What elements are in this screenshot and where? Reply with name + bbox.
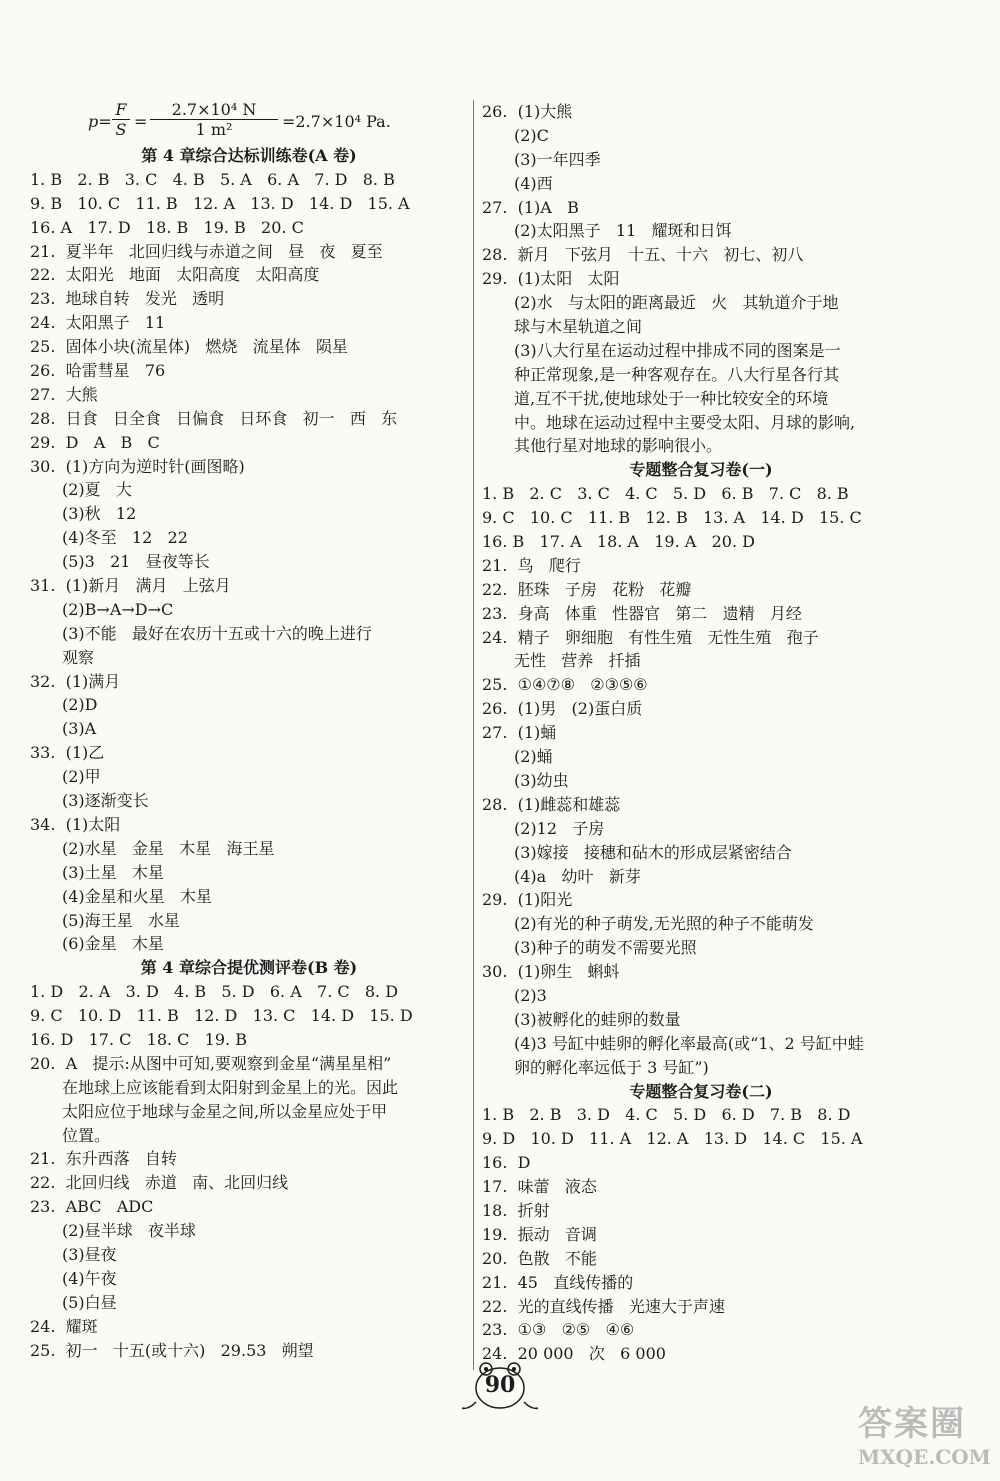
answer-line: (2)昼半球 夜半球 xyxy=(62,1221,196,1241)
answer-line: 种正常现象,是一种客观存在。八大行星各行其 xyxy=(514,364,840,384)
answer-line: 22. 光的直线传播 光速大于声速 xyxy=(482,1296,725,1316)
answer-line: (3)A xyxy=(62,719,97,739)
answer-line: (2)C xyxy=(514,125,549,145)
page-number-badge xyxy=(458,1358,542,1418)
answer-line: 26. (1)大熊 xyxy=(482,102,573,121)
answer-line: 9. D 10. D 11. A 12. A 13. D 14. C 15. A xyxy=(482,1129,863,1149)
answer-line: 31. (1)新月 满月 上弦月 xyxy=(30,576,231,596)
answer-line: 29. (1)太阳 太阳 xyxy=(482,269,620,289)
right-column xyxy=(482,100,920,1366)
answer-line: 1. D 2. A 3. D 4. B 5. D 6. A 7. C 8. D xyxy=(30,982,399,1002)
answer-line: 其他行星对地球的影响很小。 xyxy=(514,436,723,456)
answer-line: 16. D xyxy=(482,1153,531,1173)
formula-v-denominator: 1 m² xyxy=(195,120,233,139)
answer-line: (3)嫁接 接穗和砧木的形成层紧密结合 xyxy=(514,842,792,862)
answer-line: (5)白昼 xyxy=(62,1292,117,1312)
answer-line: 道,互不干扰,使地球处于一种比较安全的环境 xyxy=(514,388,829,408)
answer-line: 在地球上应该能看到太阳射到金星上的光。因此 xyxy=(62,1077,399,1097)
answer-line: 27. (1)A B xyxy=(482,197,579,217)
answer-line: (4)西 xyxy=(514,173,553,193)
answer-line: (4)金星和火星 木星 xyxy=(62,886,212,906)
answer-line: (4)午夜 xyxy=(62,1268,117,1288)
answer-line: 28. (1)雌蕊和雄蕊 xyxy=(482,794,621,814)
answer-line: 21. 东升西落 自转 xyxy=(30,1149,177,1169)
answer-line: 26. 哈雷彗星 76 xyxy=(30,361,166,381)
answer-line: 24. 20 000 次 6 000 xyxy=(482,1344,666,1364)
left-column xyxy=(30,100,468,1362)
answer-line: 20. 色散 不能 xyxy=(482,1248,597,1268)
answer-line: 27. 大熊 xyxy=(30,384,98,404)
answer-line: (2)B→A→D→C xyxy=(62,599,174,619)
answer-line: (3)幼虫 xyxy=(514,770,569,790)
answer-line: 16. A 17. D 18. B 19. B 20. C xyxy=(30,217,304,237)
answer-line: (3)被孵化的蛙卵的数量 xyxy=(514,1009,681,1029)
right-answer-lines xyxy=(482,100,920,1366)
answer-line: (3)八大行星在运动过程中排成不同的图案是一 xyxy=(514,340,841,360)
answer-line: 25. ①④⑦⑧ ②③⑤⑥ xyxy=(482,675,648,695)
answer-line: (3)秋 12 xyxy=(62,504,137,524)
formula-result: =2.7×10⁴ Pa. xyxy=(282,112,391,131)
answer-line: 21. 鸟 爬行 xyxy=(482,555,581,575)
answer-line: (3)昼夜 xyxy=(62,1244,117,1264)
answer-line: (4)a 幼叶 新芽 xyxy=(514,866,641,886)
answer-line: 位置。 xyxy=(62,1125,111,1145)
answer-line: (2)12 子房 xyxy=(514,818,605,838)
answer-line: 1. B 2. B 3. D 4. C 5. D 6. D 7. B 8. D xyxy=(482,1105,851,1125)
formula-f-denominator: S xyxy=(115,120,127,139)
answer-line: (2)甲 xyxy=(62,767,101,787)
answer-line: 22. 北回归线 赤道 南、北回归线 xyxy=(30,1173,289,1193)
answer-line: 23. ABC ADC xyxy=(30,1197,154,1217)
answer-line: (2)有光的种子萌发,无光照的种子不能萌发 xyxy=(514,914,814,934)
answer-line: 23. ①③ ②⑤ ④⑥ xyxy=(482,1320,635,1340)
answer-line: 1. B 2. B 3. C 4. B 5. A 6. A 7. D 8. B xyxy=(30,169,395,189)
answer-line: 16. D 17. C 18. C 19. B xyxy=(30,1029,247,1049)
answer-line: (3)一年四季 xyxy=(514,149,601,169)
answer-line: 卵的孵化率远低于 3 号缸”) xyxy=(514,1057,709,1077)
answer-line: 24. 太阳黑子 11 xyxy=(30,313,166,333)
left-answer-lines xyxy=(30,144,468,1362)
section-heading: 第 4 章综合达标训练卷(A 卷) xyxy=(141,146,357,165)
answer-line: (4)冬至 12 22 xyxy=(62,528,188,548)
answer-line: 30. (1)方向为逆时针(画图略) xyxy=(30,456,245,476)
answer-line: 26. (1)男 (2)蛋白质 xyxy=(482,699,643,719)
answer-line: 28. 新月 下弦月 十五、十六 初七、初八 xyxy=(482,245,804,265)
answer-line: (3)种子的萌发不需要光照 xyxy=(514,938,697,958)
answer-line: 33. (1)乙 xyxy=(30,743,105,763)
answer-line: 29. D A B C xyxy=(30,432,160,452)
answer-line: 25. 初一 十五(或十六) 29.53 朔望 xyxy=(30,1340,314,1360)
formula-fraction-symbolic xyxy=(112,100,130,139)
answer-line: 25. 固体小块(流星体) 燃烧 流星体 陨星 xyxy=(30,337,348,357)
answer-line: (2)D xyxy=(62,695,98,715)
answer-line: (2)太阳黑子 11 耀斑和日饵 xyxy=(514,221,732,241)
answer-line: 9. C 10. C 11. B 12. B 13. A 14. D 15. C xyxy=(482,508,862,528)
formula-f-numerator: F xyxy=(112,100,130,120)
answer-line: 19. 振动 音调 xyxy=(482,1224,597,1244)
formula-equals: = xyxy=(134,112,148,131)
watermark-title: 答案圈 xyxy=(858,1404,966,1444)
answer-line: (2)蛹 xyxy=(514,747,553,767)
answer-line: 9. C 10. D 11. B 12. D 13. C 14. D 15. D xyxy=(30,1006,413,1026)
formula-v-numerator: 2.7×10⁴ N xyxy=(150,100,278,120)
section-heading: 专题整合复习卷(二) xyxy=(629,1081,773,1101)
answer-line: 20. A 提示:从图中可知,要观察到金星“满星星相” xyxy=(30,1053,392,1073)
answer-line: (2)夏 大 xyxy=(62,480,132,500)
answer-line: (2)水星 金星 木星 海王星 xyxy=(62,838,275,858)
answer-line: 32. (1)满月 xyxy=(30,671,121,691)
answer-line: (4)3 号缸中蛙卵的孵化率最高(或“1、2 号缸中蛙 xyxy=(514,1033,864,1053)
answer-line: 16. B 17. A 18. A 19. A 20. D xyxy=(482,532,755,552)
section-heading: 第 4 章综合提优测评卷(B 卷) xyxy=(140,958,358,978)
answer-line: (2)水 与太阳的距离最近 火 其轨道介于地 xyxy=(514,293,839,313)
answer-line: 球与木星轨道之间 xyxy=(514,317,643,337)
answer-line: 中。地球在运动过程中主要受太阳、月球的影响, xyxy=(514,412,856,432)
page-number: 90 xyxy=(484,1372,516,1398)
answer-line: 21. 45 直线传播的 xyxy=(482,1272,634,1292)
answer-line: 23. 身高 体重 性器官 第二 遗精 月经 xyxy=(482,603,802,623)
answer-line: 29. (1)阳光 xyxy=(482,890,573,910)
answer-line: 18. 折射 xyxy=(482,1200,550,1220)
answer-line: (5)3 21 昼夜等长 xyxy=(62,552,210,572)
answer-line: (3)逐渐变长 xyxy=(62,791,149,811)
answer-line: (3)不能 最好在农历十五或十六的晚上进行 xyxy=(62,623,372,643)
answer-line: (5)海王星 水星 xyxy=(62,910,180,930)
answer-line: 28. 日食 日全食 日偏食 日环食 初一 西 东 xyxy=(30,408,398,428)
answer-line: 无性 营养 扦插 xyxy=(514,651,641,671)
answer-line: 17. 味蕾 液态 xyxy=(482,1177,597,1197)
answer-line: 1. B 2. C 3. C 4. C 5. D 6. B 7. C 8. B xyxy=(482,484,849,504)
watermark-url: MXQE.COM xyxy=(858,1445,991,1469)
section-heading: 专题整合复习卷(一) xyxy=(629,460,773,480)
answer-line: (3)土星 木星 xyxy=(62,862,164,882)
answer-line: 24. 耀斑 xyxy=(30,1316,98,1336)
answer-line: 30. (1)卵生 蝌蚪 xyxy=(482,962,620,982)
answer-line: (2)3 xyxy=(514,985,547,1005)
answer-line: 太阳应位于地球与金星之间,所以金星应处于甲 xyxy=(62,1101,388,1121)
formula-lhs: p= xyxy=(88,112,112,131)
answer-line: 21. 夏半年 北回归线与赤道之间 昼 夜 夏至 xyxy=(30,241,383,261)
answer-line: 22. 太阳光 地面 太阳高度 太阳高度 xyxy=(30,265,320,285)
answer-line: 23. 地球自转 发光 透明 xyxy=(30,289,225,309)
answer-line: 27. (1)蛹 xyxy=(482,723,557,743)
answer-line: 9. B 10. C 11. B 12. A 13. D 14. D 15. A xyxy=(30,193,410,213)
column-divider xyxy=(473,100,474,1370)
formula-fraction-values xyxy=(150,100,278,139)
answer-line: 34. (1)太阳 xyxy=(30,814,121,834)
answer-line: 观察 xyxy=(62,647,95,667)
answer-line: 22. 胚珠 子房 花粉 花瓣 xyxy=(482,579,692,599)
site-watermark xyxy=(858,1396,991,1476)
pressure-formula xyxy=(30,100,468,140)
answer-line: (6)金星 木星 xyxy=(62,934,164,954)
answer-line: 24. 精子 卵细胞 有性生殖 无性生殖 孢子 xyxy=(482,627,819,647)
